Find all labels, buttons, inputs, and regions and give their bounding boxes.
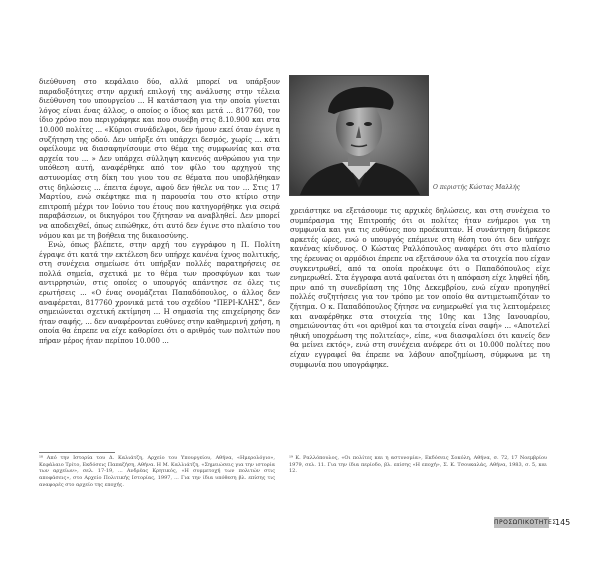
left-text-column (39, 78, 280, 440)
right-paragraph-1: χρειάστηκε να εξετάσουμε τις αρχικές δηλώσεις, και στη συνέχεια το συμπέρασμα της Επιτροπής ότι οι πολίτες ήταν ενήμεροι για τη συμφωνία και για τις ευθύνες που προέκυπταν. Η συνάντηση διήρκεσε αρκετές ώρες, ενώ ο υπουργός επέμεινε στη θέση του ότι δεν υπήρχε κανένας κίνδυνος. Ο Κώστας Ραλλόπουλος αναφέρει ότι στο πλαίσιο της έρευνας οι αρμόδιοι έπρεπε να εξετάσουν όλα τα στοιχεία που είχαν συγκεντρωθεί, από τα οποία προέκυψε ότι ο Παπαδόπουλος είχε ενημερωθεί. Στα έγγραφα αυτά φαίνεται ότι η απόφαση είχε ληφθεί ήδη, πριν από τη συνεδρίαση της 10ης Δεκεμβρίου, ενώ είχαν προηγηθεί πολλές συζητήσεις για τον τρόπο με τον οποίο θα αντιμετωπιζόταν το ζήτημα. Ο κ. Παπαδόπουλος ζήτησε να ενημερωθεί για τις λεπτομέρειες και αναφέρθηκε στα στοιχεία της 10ης και 13ης Ιανουαρίου, σημειώνοντας ότι «οι αριθμοί και τα στοιχεία είναι σαφή» ... «Αποτελεί ηθική υποχρέωση της πολιτείας», είπε, «να διασφαλίσει ότι κανείς δεν θα μείνει εκτός», ενώ στη συνέχεια ανέφερε ότι οι 10.000 πολίτες που είχαν εγγραφεί θα έπρεπε να λάβουν αποζημίωση, σύμφωνα με τη συμφωνία που υπογράφηκε. (290, 207, 550, 369)
portrait-photo (289, 75, 429, 196)
left-paragraph-1: διεύθυνση στο κεφάλαιο δύο, αλλά μπορεί να υπάρξουν παραδοξότητες στην αρχική επιλογή της ανάλυσης στην τέλεια διεύθυνση του υπουργείου ... Η κατάσταση για την οποία γίνεται λόγος είναι ένας άλλος, ο οποίος ο ίδιος και μετά ... 817760, τον ίδιο χρόνο που περιγράφηκε και που συνέβη στις 8.10.900 και στα 10.000 πολίτες ... «Κύριοι συνάδελφοι, δεν ήμουν εκεί όταν έγινε η συζήτηση της οδού. Δεν υπήρξε ότι υπάρχει δεσμός, χωρίς ... κάτι οφείλουμε να διασαφηνίσουμε στο θέμα της συμφωνίας και στα αρχεία του ... » Δεν υπάρχει σύλληψη κανενός ανθρώπου για την υπόθεση αυτή, αναφέρθηκε από τον φίλο του αρχηγού της αστυνομίας στη δίκη του γιου του σε θέματα που υποβλήθηκαν στις δηλώσεις ... έπειτα έφυγε, αφού δεν ήθελε να τον ... Στις 17 Μαρτίου, ενώ σκέφτηκε πια η παρουσία του στο κτίριο στην επιτροπή μέχρι τον Ιούνιο του έτους που κατηγορήθηκε για σειρά παραβάσεων, οι δικηγόροι του ζήτησαν να αναβληθεί. Δεν μπορεί να αποδειχθεί, όπως ειπώθηκε, ότι αυτό δεν έγινε στο πλαίσιο του νόμου και με τη βοήθεια της δικαιοσύνης. (39, 78, 280, 240)
footnote-left: ¹⁸ Από την Ιστορία του Δ. Καλιάτζη, Αρχείο του Υπουργείου, Αθήνα, «Ημερολόγιο», Κεφάλαιο Τρίτο, Εκδόσεις Παπαζήση, Αθήνα. Η Μ. Καλλιάτζη, «Σημειώσεις για την ιστορία των αρχείων», σελ. 17-19, ... Ανδρέας Κρητικός, «Η συμμετοχή των πολιτών στις αποφάσεις», στο Αρχείο Πολιτικής Ιστορίας, 1997, ... Για την ίδια υπόθεση βλ. επίσης τις αναφορές στο αρχείο της εποχής. (39, 455, 275, 488)
footnote-right: ¹⁹ Κ. Ραλλόπουλος, «Οι πολίτες και η αστυνομία», Εκδόσεις Σοκόλη, Αθήνα, σ. 72, 17 Νοεμβρίου 1979, σελ. 11. Για την ίδια περίοδο, βλ. επίσης «Η εποχή», Σ. Κ. Τσουκαλάς, Αθήνα, 1983, σ. 5, και 12. (289, 455, 547, 475)
section-label: ΠΡΟΣΩΠΙΚΟΤΗΤΕΣ (494, 519, 557, 526)
photo-caption: Ο περιστής Κώστας Μαλλής (433, 184, 521, 191)
right-text-column (290, 207, 550, 449)
page-number: 145 (555, 518, 571, 527)
portrait-image (290, 76, 428, 195)
left-paragraph-2: Ενώ, όπως βλέπετε, στην αρχή του εγγράφου η Π. Πολίτη έγραψε ότι κατά την εκτέλεση δεν υπήρχε κανένα ίχνος πολιτικής, στη συνέχεια σημείωσε ότι υπήρξαν πολλές παρατηρήσεις σε πολλά σημεία, σχετικά με το θέμα των προσφύγων και των αντιρρησιών, στις οποίες ο υπουργός απάντησε σε όλες τις ερωτήσεις ... «Ο ένας ονομάζεται Παπαδόπουλος, ο άλλος δεν αναφέρεται, 817760 χρονικά μετά του σχεδίου “ΠΕΡΙ-ΚΛΗΣ”, δεν σημειώνεται σχετική εκτίμηση ... Η σημασία της επιχείρησης δεν ήταν σαφής, ... δεν αναφέρονται ευθύνες στην καθημερινή χρήση, η οποία θα έπρεπε να είχε καθορίσει ότι ο αριθμός των πολιτών που πήραν μέρος ήταν περίπου 10.000 ... (39, 241, 280, 346)
footnote-divider (39, 452, 115, 453)
